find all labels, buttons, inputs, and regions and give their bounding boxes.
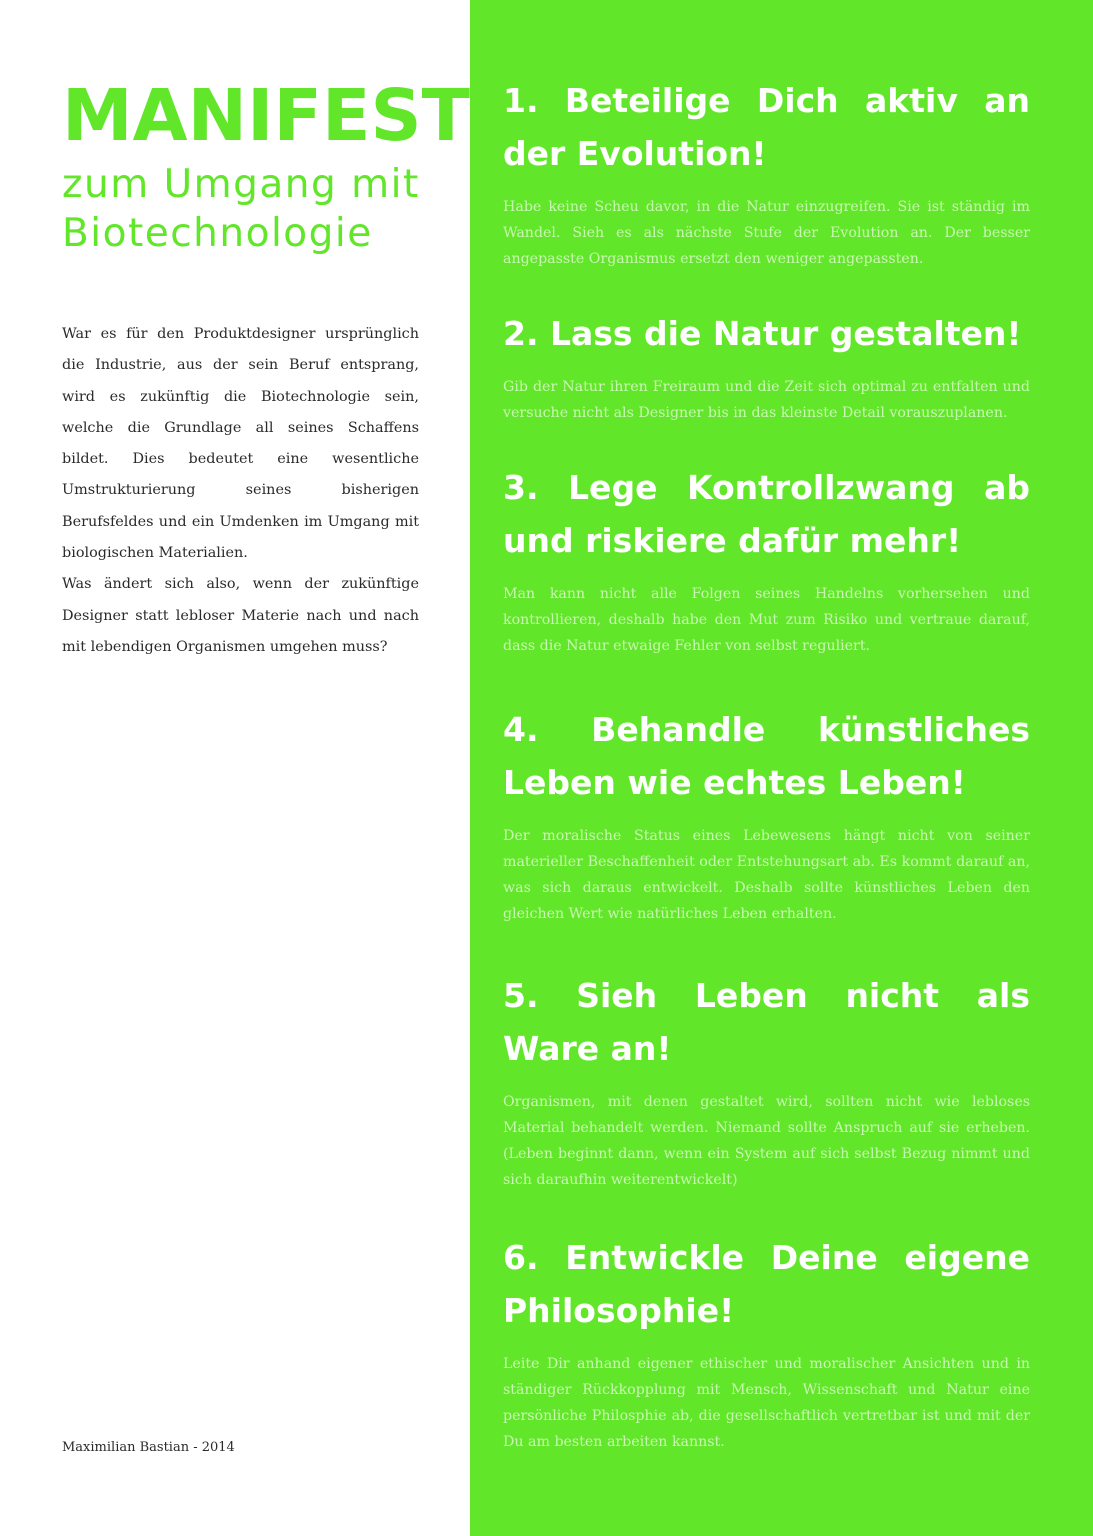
intro-paragraph: War es für den Produktdesigner ursprünglich die Industrie, aus der sein Beruf entsprang, wird es zukünftig die Biotechnologie sein, welche die Grundlage all seines Schaffens bildet. Dies bedeutet eine wesentliche Umstrukturierung seines bisherigen Berufsfeldes und ein Umdenken im Umgang mit biologischen Materialien.	[62, 326, 419, 562]
manifesto-rule-6	[503, 1231, 1030, 1455]
intro-text	[62, 319, 419, 663]
rule-heading: 6. Entwickle Deine eigene Philosophie!	[503, 1238, 1030, 1330]
left-column	[0, 0, 470, 1536]
author-credit: Maximilian Bastian - 2014	[62, 1440, 235, 1455]
subtitle-line: zum Umgang mit	[62, 162, 420, 207]
manifesto-rule-5	[503, 969, 1030, 1193]
subtitle-line: Biotechnologie	[62, 211, 373, 256]
rule-text: Leite Dir anhand eigener ethischer und moralischer Ansichten und in ständiger Rückkopplung mit Mensch, Wissenschaft und Natur eine persönliche Philosphie ab, die gesellschaftlich vertretbar ist und mit der Du am besten arbeiten kannst.	[503, 1356, 1030, 1450]
rule-heading: 2. Lass die Natur gestalten!	[503, 314, 1022, 353]
rule-text: Gib der Natur ihren Freiraum und die Zeit sich optimal zu entfalten und versuche nicht als Designer bis in das kleinste Detail vorauszuplanen.	[503, 379, 1030, 421]
rule-text: Der moralische Status eines Lebewesens hängt nicht von seiner materieller Beschaffenheit oder Entstehungsart ab. Es kommt darauf an, was sich daraus entwickelt. Deshalb sollte künstliches Leben den gleichen Wert wie natürliches Leben erhalten.	[503, 828, 1030, 922]
manifesto-rule-4	[503, 703, 1030, 927]
rule-text: Habe keine Scheu davor, in die Natur einzugreifen. Sie ist ständig im Wandel. Sieh es als nächste Stufe der Evolution an. Der besser angepasste Organismus ersetzt den weniger angepassten.	[503, 199, 1030, 267]
manifesto-rule-1	[503, 74, 1030, 272]
manifesto-rule-2	[503, 307, 1030, 426]
page-title: MANIFEST	[62, 74, 471, 157]
rule-heading: 3. Lege Kontrollzwang ab und riskiere dafür mehr!	[503, 468, 1030, 560]
rule-text: Organismen, mit denen gestaltet wird, sollten nicht wie lebloses Material behandelt werden. Niemand sollte Anspruch auf sie erheben. (Leben beginnt dann, wenn ein System auf sich selbst Bezug nimmt und sich daraufhin weiterentwickelt)	[503, 1094, 1030, 1188]
rule-text: Man kann nicht alle Folgen seines Handelns vorhersehen und kontrollieren, deshalb habe den Mut zum Risiko und vertraue darauf, dass die Natur etwaige Fehler von selbst reguliert.	[503, 586, 1030, 654]
rule-heading: 4. Behandle künstliches Leben wie echtes Leben!	[503, 710, 1030, 802]
manifesto-panel	[470, 0, 1093, 1536]
rule-heading: 1. Beteilige Dich aktiv an der Evolution!	[503, 81, 1030, 173]
rule-heading: 5. Sieh Leben nicht als Ware an!	[503, 976, 1030, 1068]
intro-paragraph: Was ändert sich also, wenn der zukünftige Designer statt lebloser Materie nach und nach mit lebendigen Organismen umgehen muss?	[62, 576, 419, 655]
manifesto-rule-3	[503, 461, 1030, 659]
page-subtitle	[62, 160, 442, 258]
